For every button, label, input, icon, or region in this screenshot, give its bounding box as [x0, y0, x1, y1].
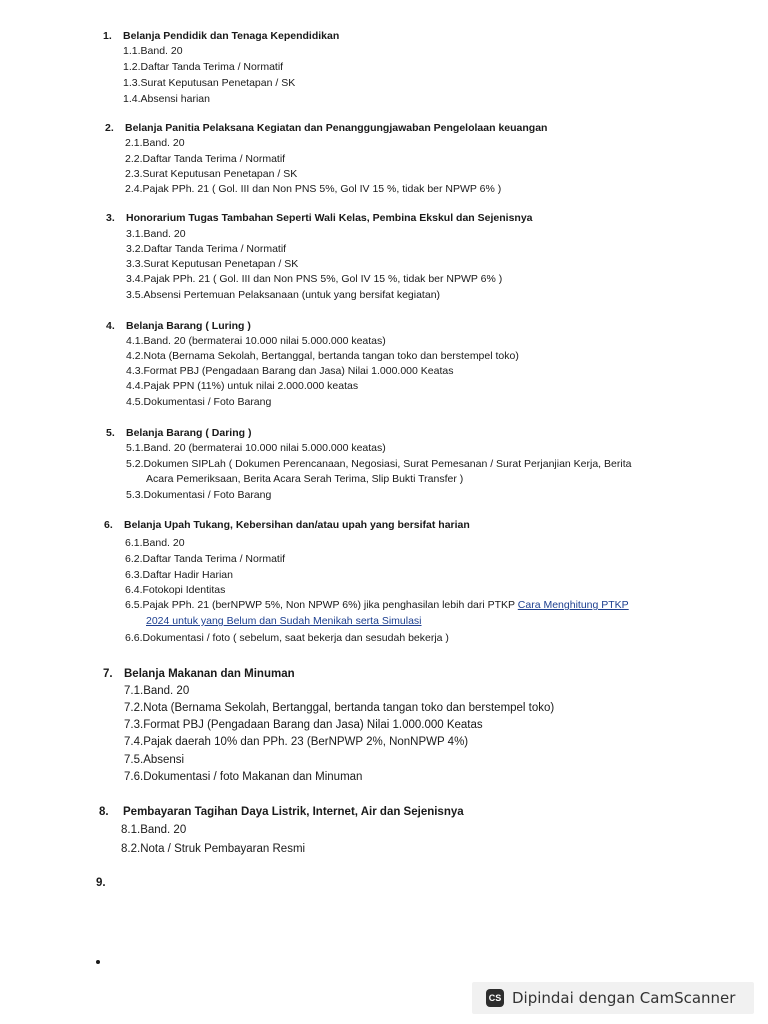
list-item [126, 442, 386, 454]
list-item [125, 183, 501, 195]
item-number: 6.1. [125, 537, 143, 549]
item-number: 4.3. [126, 365, 144, 377]
item-number: 3.1. [126, 228, 144, 240]
item-text: Band. 20 [142, 537, 185, 549]
item-text: Fotokopi Identitas [142, 584, 226, 596]
item-number: 1.3. [123, 77, 141, 89]
section-number: 7. [103, 668, 113, 680]
ptkp-link-continuation[interactable]: 2024 untuk yang Belum dan Sudah Menikah serta Simulasi [146, 615, 422, 627]
list-item [121, 824, 186, 836]
section-number: 8. [99, 806, 109, 818]
item-number: 5.2. [126, 458, 144, 470]
watermark-text: Dipindai dengan CamScanner [512, 989, 736, 1007]
item-text: Daftar Tanda Terima / Normatif [140, 61, 284, 73]
camscanner-watermark [472, 982, 754, 1014]
item-number: 5.3. [126, 489, 144, 501]
item-number: 4.4. [126, 380, 144, 392]
section-number: 2. [105, 122, 114, 134]
list-item [124, 736, 468, 748]
section-number: 1. [103, 30, 112, 42]
section-number: 6. [104, 519, 113, 531]
list-item [124, 754, 184, 766]
section-title: Belanja Panitia Pelaksana Kegiatan dan Penanggungjawaban Pengelolaan keuangan [125, 122, 548, 134]
section-number: 5. [106, 427, 115, 439]
list-item [126, 396, 271, 408]
item-text: Pajak PPh. 21 ( Gol. III dan Non PNS 5%, Gol IV 15 %, tidak ber NPWP 6% ) [142, 183, 502, 195]
list-item [126, 350, 519, 362]
item-text: Surat Keputusan Penetapan / SK [142, 168, 298, 180]
list-item [126, 458, 631, 470]
item-text: Format PBJ (Pengadaan Barang dan Jasa) Nilai 1.000.000 Keatas [143, 365, 454, 377]
list-item [124, 771, 362, 783]
section-title: Belanja Upah Tukang, Kebersihan dan/atau upah yang bersifat harian [124, 519, 470, 531]
list-item [126, 365, 453, 377]
item-text: Band. 20 [143, 228, 186, 240]
item-number: 1.1. [123, 45, 141, 57]
list-item [125, 632, 449, 644]
section-number: 4. [106, 320, 115, 332]
bullet-dot [96, 960, 100, 964]
list-item [124, 719, 483, 731]
item-text: Band. 20 (bermaterai 10.000 nilai 5.000.000 keatas) [143, 335, 386, 347]
list-item [126, 228, 186, 240]
item-text: Band. 20 (bermaterai 10.000 nilai 5.000.000 keatas) [143, 442, 386, 454]
item-text: Daftar Tanda Terima / Normatif [142, 553, 286, 565]
item-text: Band. 20 [140, 45, 183, 57]
list-item [125, 137, 185, 149]
item-text: Nota (Bernama Sekolah, Bertanggal, bertanda tangan toko dan berstempel toko) [143, 350, 519, 362]
item-text: Dokumen SIPLah ( Dokumen Perencanaan, Negosiasi, Surat Pemesanan / Surat Perjanjian Kerja, Berita [143, 458, 632, 470]
item-number: 2.2. [125, 153, 143, 165]
item-text: Daftar Tanda Terima / Normatif [143, 243, 287, 255]
section-title: Honorarium Tugas Tambahan Seperti Wali Kelas, Pembina Ekskul dan Sejenisnya [126, 212, 533, 224]
ptkp-link[interactable]: Cara Menghitung PTKP [517, 599, 629, 611]
list-item [123, 93, 210, 105]
section-title: Belanja Barang ( Luring ) [126, 320, 251, 332]
item-text: Format PBJ (Pengadaan Barang dan Jasa) Nilai 1.000.000 Keatas [143, 719, 483, 731]
item-text: Nota (Bernama Sekolah, Bertanggal, bertanda tangan toko dan berstempel toko) [143, 702, 555, 714]
item-number: 3.3. [126, 258, 144, 270]
list-item [126, 273, 502, 285]
item-number: 7.1. [124, 685, 144, 697]
item-number: 7.6. [124, 771, 144, 783]
item-text: Absensi [143, 754, 185, 766]
item-number: 3.5. [126, 289, 144, 301]
section-number: 3. [106, 212, 115, 224]
list-item [126, 380, 358, 392]
item-number: 7.2. [124, 702, 144, 714]
section-title: Belanja Pendidik dan Tenaga Kependidikan [123, 30, 340, 42]
section-number: 9. [96, 877, 106, 889]
item-number: 1.4. [123, 93, 141, 105]
list-item [124, 702, 554, 714]
item-number: 2.3. [125, 168, 143, 180]
item-text: Dokumentasi / Foto Barang [143, 396, 272, 408]
item-number: 4.5. [126, 396, 144, 408]
item-text: Dokumentasi / Foto Barang [143, 489, 272, 501]
item-number: 2.4. [125, 183, 143, 195]
item-number: 6.3. [125, 569, 143, 581]
item-number: 6.2. [125, 553, 143, 565]
list-item [125, 584, 225, 596]
item-number: 7.3. [124, 719, 144, 731]
item-text: Pajak PPN (11%) untuk nilai 2.000.000 keatas [143, 380, 359, 392]
list-item [126, 258, 298, 270]
item-number: 2.1. [125, 137, 143, 149]
item-number: 7.4. [124, 736, 144, 748]
item-number: 5.1. [126, 442, 144, 454]
item-text: Pajak PPh. 21 ( Gol. III dan Non PNS 5%, Gol IV 15 %, tidak ber NPWP 6% ) [143, 273, 503, 285]
item-text: Dokumentasi / foto Makanan dan Minuman [143, 771, 363, 783]
list-item [125, 569, 233, 581]
list-item [125, 153, 285, 165]
list-item [123, 77, 295, 89]
list-item-continuation: Acara Pemeriksaan, Berita Acara Serah Terima, Slip Bukti Transfer ) [146, 473, 464, 485]
list-item [125, 168, 297, 180]
item-text: Daftar Hadir Harian [142, 569, 233, 581]
section-title: Belanja Barang ( Daring ) [126, 427, 252, 439]
item-number: 6.4. [125, 584, 143, 596]
item-number: 7.5. [124, 754, 144, 766]
list-item [126, 335, 386, 347]
item-text: Absensi harian [140, 93, 210, 105]
list-item [125, 599, 629, 611]
list-item [125, 537, 185, 549]
item-text: Absensi Pertemuan Pelaksanaan (untuk yang bersifat kegiatan) [143, 289, 441, 301]
item-text: Pajak PPh. 21 (berNPWP 5%, Non NPWP 6%) jika penghasilan lebih dari PTKP [142, 599, 518, 611]
item-number: 3.4. [126, 273, 144, 285]
item-number: 8.1. [121, 824, 141, 836]
item-text: Dokumentasi / foto ( sebelum, saat bekerja dan sesudah bekerja ) [142, 632, 449, 644]
camscanner-logo-icon: CS [486, 989, 504, 1007]
section-title: Pembayaran Tagihan Daya Listrik, Internet, Air dan Sejenisnya [123, 806, 464, 818]
item-text: Nota / Struk Pembayaran Resmi [140, 843, 306, 855]
item-number: 4.1. [126, 335, 144, 347]
list-item [126, 289, 440, 301]
item-text: Band. 20 [142, 137, 185, 149]
list-item [125, 553, 285, 565]
item-number: 8.2. [121, 843, 141, 855]
section-title: Belanja Makanan dan Minuman [124, 668, 295, 680]
item-text: Pajak daerah 10% dan PPh. 23 (BerNPWP 2%, NonNPWP 4%) [143, 736, 469, 748]
item-text: Surat Keputusan Penetapan / SK [143, 258, 299, 270]
list-item [121, 843, 305, 855]
list-item [123, 45, 183, 57]
item-text: Band. 20 [140, 824, 187, 836]
list-item [126, 243, 286, 255]
item-number: 6.5. [125, 599, 143, 611]
list-item [126, 489, 271, 501]
item-text: Daftar Tanda Terima / Normatif [142, 153, 286, 165]
item-number: 6.6. [125, 632, 143, 644]
item-text: Surat Keputusan Penetapan / SK [140, 77, 296, 89]
list-item [124, 685, 189, 697]
item-number: 1.2. [123, 61, 141, 73]
list-item [123, 61, 283, 73]
item-number: 3.2. [126, 243, 144, 255]
item-number: 4.2. [126, 350, 144, 362]
item-text: Band. 20 [143, 685, 190, 697]
